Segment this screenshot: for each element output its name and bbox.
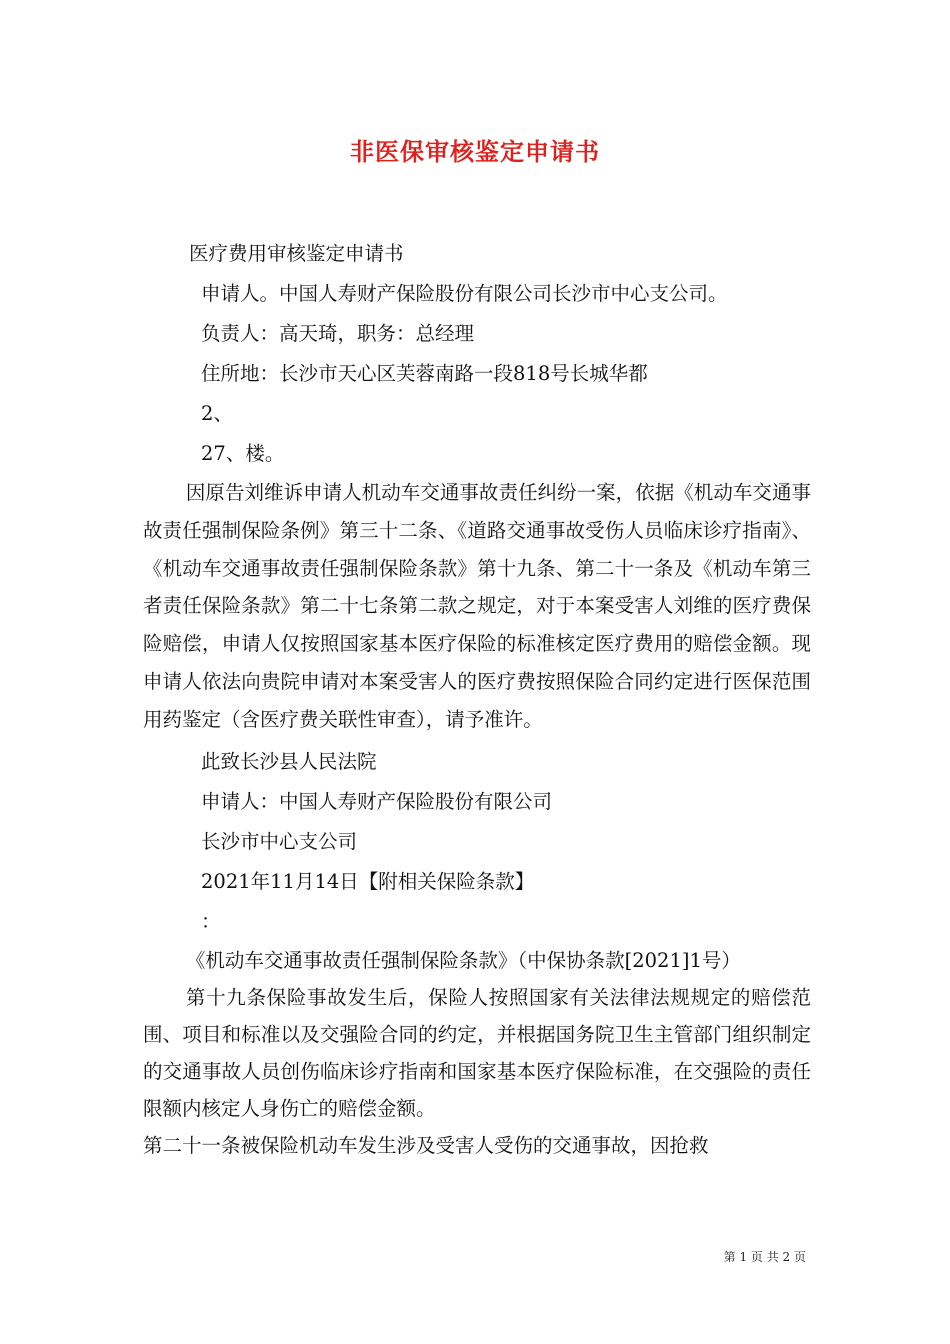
clause-21: 第二十一条被保险机动车发生涉及受害人受伤的交通事故，因抢救: [143, 1133, 709, 1157]
responsible-line: 负责人：高天琦，职务：总经理: [201, 322, 475, 345]
court-line: 此致长沙县人民法院: [201, 749, 377, 773]
page-footer: 第 1 页 共 2 页: [723, 1250, 806, 1264]
date-line: 2021年11月14日【附相关保险条款】: [201, 869, 535, 893]
address-line-2: 2、: [201, 402, 233, 425]
colon-line: ：: [201, 909, 221, 933]
clause-title: 《机动车交通事故责任强制保险条款》（中保协条款[2021]1号）: [185, 948, 741, 972]
document-body: [143, 234, 811, 1164]
signature-line-1: 申请人：中国人寿财产保险股份有限公司: [201, 789, 553, 813]
section-heading: 医疗费用审核鉴定申请书: [189, 242, 404, 265]
signature-line-2: 长沙市中心支公司: [201, 829, 358, 853]
address-line: 住所地：长沙市天心区芙蓉南路一段818号长城华都: [201, 362, 648, 385]
address-line-3: 27、楼。: [201, 442, 285, 465]
document-title: 非医保审核鉴定申请书: [350, 137, 600, 166]
body-paragraph: 因原告刘维诉申请人机动车交通事故责任纠纷一案，依据《机动车交通事故责任强制保险条例》第三十二条、《道路交通事故受伤人员临床诊疗指南》、《机动车交通事故责任强制保险条款》第十九条、第二十一条及《机动车第三者责任保险条款》第二十七条第二款之规定，对于本案受害人刘维的医疗费保险赔偿，申请人仅按照国家基本医疗保险的标准核定医疗费用的赔偿金额。现申请人依法向贵院申请对本案受害人的医疗费按照保险合同约定进行医保范围用药鉴定（含医疗费关联性审查），请予准许。: [143, 481, 811, 731]
applicant-line: 申请人。中国人寿财产保险股份有限公司长沙市中心支公司。: [201, 282, 728, 305]
clause-19: 第十九条保险事故发生后，保险人按照国家有关法律法规规定的赔偿范围、项目和标准以及交强险合同的约定，并根据国务院卫生主管部门组织制定的交通事故人员创伤临床诊疗指南和国家基本医疗保险标准，在交强险的责任限额内核定人身伤亡的赔偿金额。: [143, 985, 811, 1120]
